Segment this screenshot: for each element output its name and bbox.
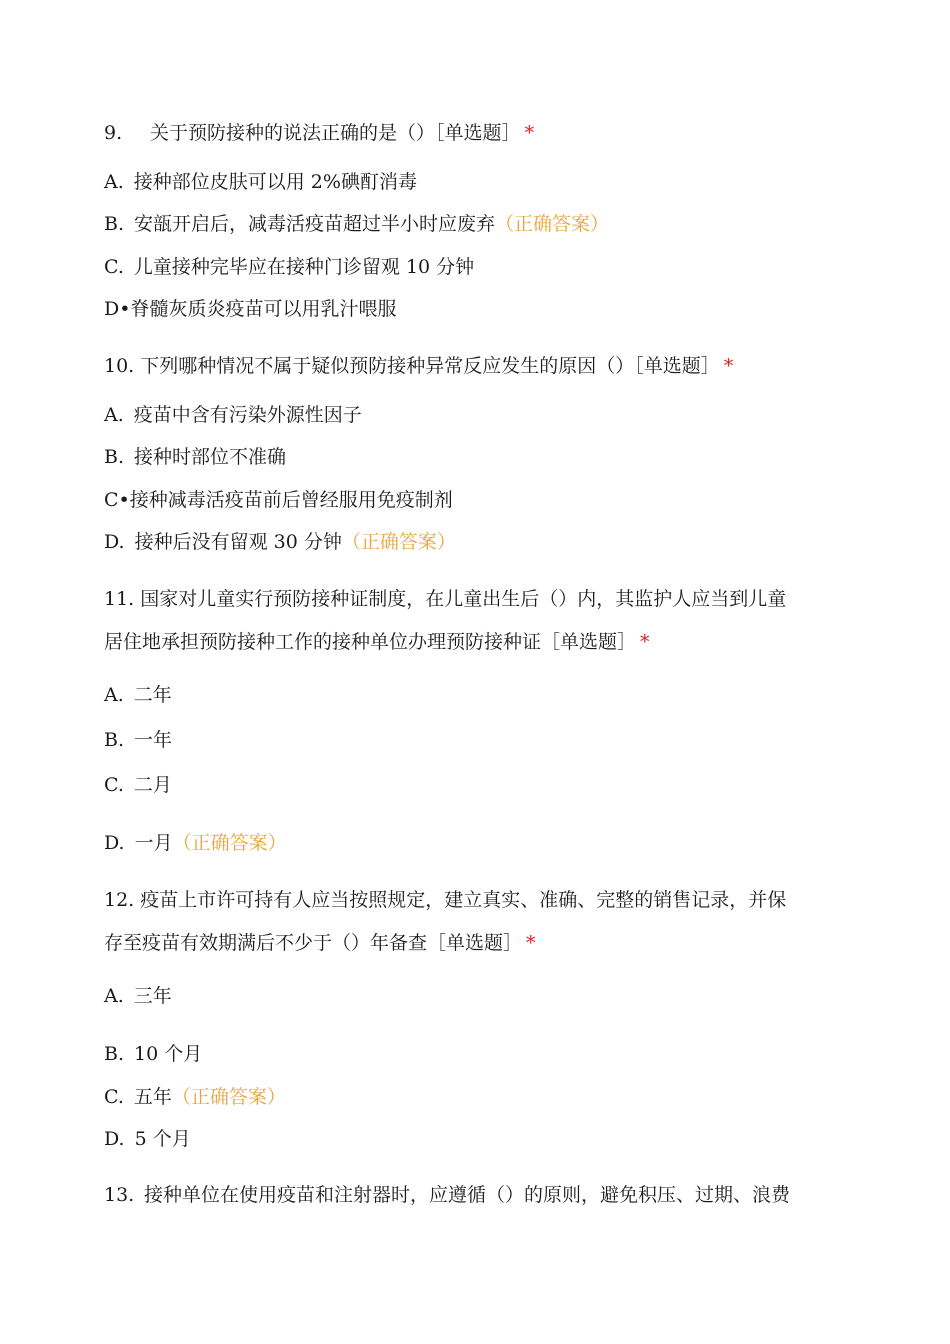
question-text: 疫苗上市许可持有人应当按照规定，建立真实、准确、完整的销售记录，并保 [140, 889, 787, 911]
question-11-title-line-1 [104, 586, 838, 612]
option-letter: D. [104, 832, 125, 854]
option-text: 10 个月 [134, 1043, 203, 1065]
correct-answer-label: （正确答案） [171, 1086, 286, 1108]
option-letter: A. [104, 985, 124, 1007]
required-mark: * [526, 932, 536, 954]
question-text: 存至疫苗有效期满后不少于（）年备查［单选题］ [104, 932, 523, 954]
question-12-title-line-2 [104, 930, 838, 956]
option-text: 儿童接种完毕应在接种门诊留观 10 分钟 [133, 256, 475, 278]
option-d [104, 1126, 838, 1152]
option-b [104, 1041, 838, 1067]
question-text: 关于预防接种的说法正确的是（）［单选题］ [150, 122, 521, 144]
option-a [104, 682, 838, 708]
option-text: 脊髓灰质炎疫苗可以用乳汁喂服 [130, 298, 397, 320]
question-text: 接种单位在使用疫苗和注射器时，应遵循（）的原则，避免积压、过期、浪费 [144, 1184, 791, 1206]
required-mark: * [640, 631, 650, 653]
option-text: 五年 [133, 1086, 172, 1108]
option-a [104, 402, 838, 428]
correct-answer-label: （正确答案） [495, 213, 610, 235]
option-text: 一月 [134, 832, 173, 854]
option-a [104, 169, 838, 195]
option-letter: B. [104, 213, 125, 235]
question-13-title [104, 1182, 838, 1208]
option-letter: C. [104, 1086, 124, 1108]
option-text: 接种时部位不准确 [134, 446, 287, 468]
option-d [104, 529, 838, 555]
question-number: 10. [104, 355, 135, 377]
option-text: 5 个月 [134, 1128, 191, 1150]
correct-answer-label: （正确答案） [172, 832, 287, 854]
question-12-title-line-1 [104, 887, 838, 913]
question-number: 12. [104, 889, 135, 911]
option-b [104, 211, 838, 237]
question-9-title [104, 120, 838, 146]
option-text: 接种后没有留观 30 分钟 [134, 531, 342, 553]
option-text: 接种减毒活疫苗前后曾经服用免疫制剂 [129, 489, 453, 511]
option-c [104, 487, 838, 513]
question-text: 下列哪种情况不属于疑似预防接种异常反应发生的原因（）［单选题］ [140, 355, 720, 377]
option-letter: D• [104, 298, 131, 320]
question-11-title-line-2 [104, 629, 838, 655]
question-10-title [104, 353, 838, 379]
option-b [104, 727, 838, 753]
option-letter: B. [104, 1043, 125, 1065]
question-number: 9. [104, 122, 123, 144]
option-text: 三年 [133, 985, 172, 1007]
option-c [104, 1084, 838, 1110]
option-text: 安瓿开启后，减毒活疫苗超过半小时应废弃 [134, 213, 496, 235]
option-text: 二年 [133, 684, 172, 706]
option-text: 一年 [134, 729, 173, 751]
option-c [104, 772, 838, 798]
option-text: 二月 [133, 774, 172, 796]
option-letter: B. [104, 729, 125, 751]
option-a [104, 983, 838, 1009]
option-d [104, 296, 838, 322]
option-text: 接种部位皮肤可以用 2%碘酊消毒 [133, 171, 417, 193]
question-number: 13. [104, 1184, 135, 1206]
option-d [104, 830, 838, 856]
option-letter: D. [104, 1128, 125, 1150]
option-letter: B. [104, 446, 125, 468]
required-mark: * [524, 122, 535, 144]
option-letter: C• [104, 489, 130, 511]
option-letter: A. [104, 684, 124, 706]
question-number: 11. [104, 588, 135, 610]
option-c [104, 254, 838, 280]
option-letter: A. [104, 171, 124, 193]
required-mark: * [723, 355, 734, 377]
option-letter: C. [104, 256, 124, 278]
option-text: 疫苗中含有污染外源性因子 [133, 404, 362, 426]
option-letter: A. [104, 404, 124, 426]
option-b [104, 444, 838, 470]
question-text: 国家对儿童实行预防接种证制度，在儿童出生后（）内，其监护人应当到儿童 [140, 588, 787, 610]
option-letter: C. [104, 774, 124, 796]
option-letter: D. [104, 531, 125, 553]
correct-answer-label: （正确答案） [341, 531, 456, 553]
question-text: 居住地承担预防接种工作的接种单位办理预防接种证［单选题］ [104, 631, 637, 653]
